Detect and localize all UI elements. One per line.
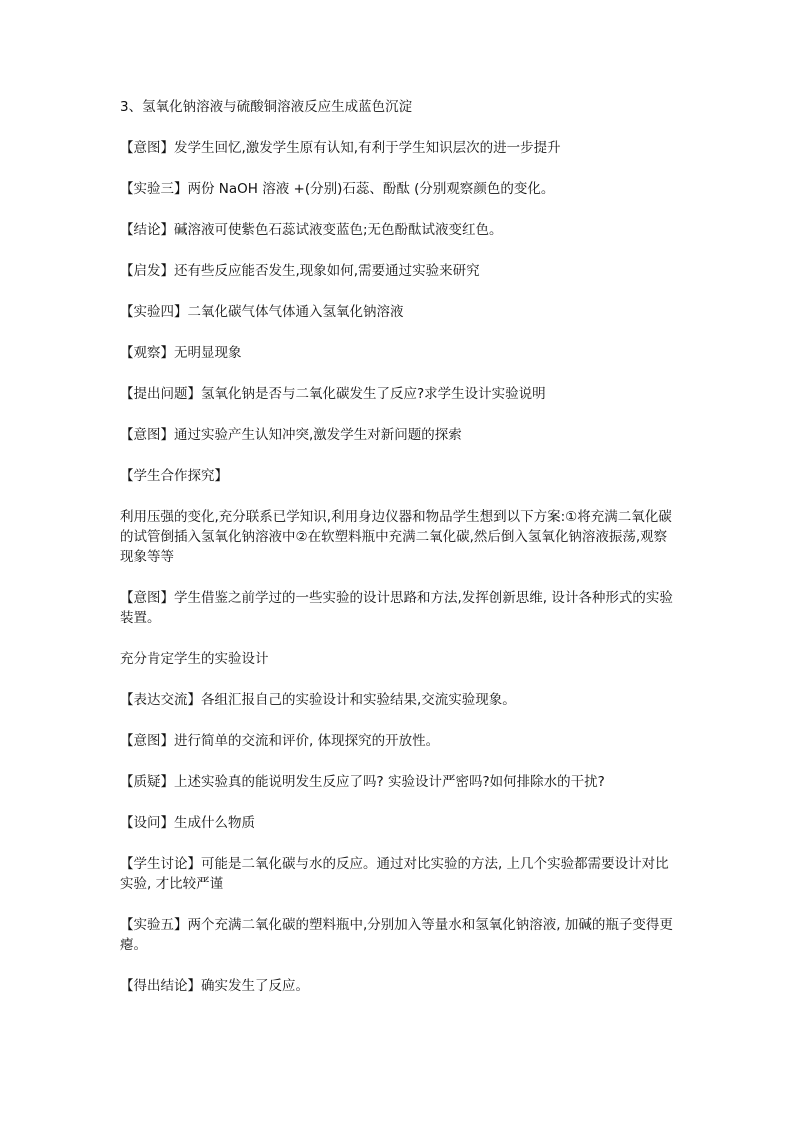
paragraph-affirm-design: 充分肯定学生的实验设计 (120, 651, 269, 667)
paragraph-intent-1: 【意图】发学生回忆,激发学生原有认知,有利于学生知识层次的进一步提升 (120, 140, 561, 156)
document-body (120, 97, 680, 996)
paragraph-experiment-5: 【实验五】两个充满二氧化碳的塑料瓶中,分别加入等量水和氢氧化钠溶液, 加碱的瓶子变得更瘪。 (120, 917, 673, 953)
paragraph-question: 【提出问题】氢氧化钠是否与二氧化碳发生了反应?求学生设计实验说明 (120, 386, 546, 402)
paragraph-experiment-4: 【实验四】二氧化碳气体气体通入氢氧化钠溶液 (120, 304, 404, 320)
paragraph-final-conclusion: 【得出结论】确实发生了反应。 (120, 978, 309, 994)
paragraph-inspiration: 【启发】还有些反应能否发生,现象如何,需要通过实验来研究 (120, 263, 480, 279)
paragraph-cooperative-inquiry: 【学生合作探究】 (120, 468, 228, 484)
paragraph-student-discussion: 【学生讨论】可能是二氧化碳与水的反应。通过对比实验的方法, 上几个实验都需要设计对比实验, 才比较严谨 (120, 856, 669, 892)
paragraph-observation: 【观察】无明显现象 (120, 345, 242, 361)
paragraph-reaction-3: 3、氢氧化钠溶液与硫酸铜溶液反应生成蓝色沉淀 (120, 99, 413, 115)
paragraph-ask: 【设问】生成什么物质 (120, 815, 255, 831)
paragraph-intent-4: 【意图】进行简单的交流和评价, 体现探究的开放性。 (120, 733, 440, 749)
paragraph-intent-2: 【意图】通过实验产生认知冲突,激发学生对新问题的探索 (120, 427, 462, 443)
paragraph-doubt: 【质疑】上述实验真的能说明发生反应了吗? 实验设计严密吗?如何排除水的干扰? (120, 774, 605, 790)
paragraph-intent-3: 【意图】学生借鉴之前学过的一些实验的设计思路和方法,发挥创新思维, 设计各种形式的实验装置。 (120, 590, 673, 626)
paragraph-expression-exchange: 【表达交流】各组汇报自己的实验设计和实验结果,交流实验现象。 (120, 692, 516, 708)
paragraph-experiment-3: 【实验三】两份 NaOH 溶液 +(分别)石蕊、酚酞 (分别观察颜色的变化。 (120, 181, 555, 197)
paragraph-conclusion: 【结论】碱溶液可使紫色石蕊试液变蓝色;无色酚酞试液变红色。 (120, 222, 503, 238)
paragraph-pressure-plan: 利用压强的变化,充分联系已学知识,利用身边仪器和物品学生想到以下方案:①将充满二氧化碳的试管倒插入氢氧化钠溶液中②在软塑料瓶中充满二氧化碳,然后倒入氢氧化钠溶液振荡,观察现象等等 (120, 509, 672, 565)
